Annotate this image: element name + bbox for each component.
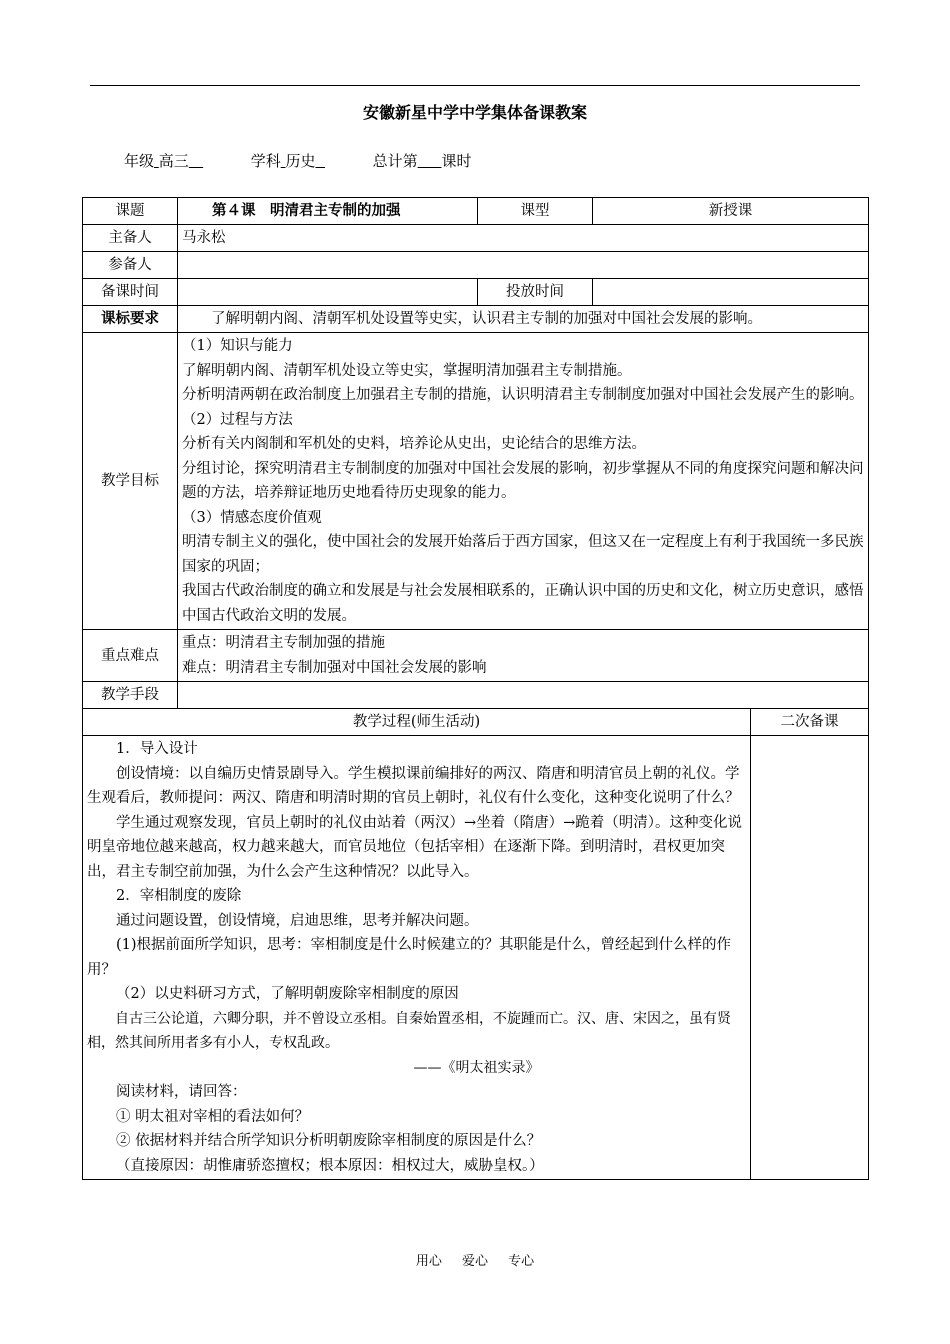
page-footer — [0, 1250, 950, 1269]
goal-line: 我国古代政治制度的确立和发展是与社会发展相联系的，正确认识中国的历史和文化，树立历史意识，感悟中国古代政治文明的发展。 — [182, 583, 864, 624]
grade-label: 年级 — [124, 152, 155, 170]
process-question: (1)根据前面所学知识，思考：宰相制度是什么时候建立的？其职能是什么，曾经起到什么样的作用？ — [87, 937, 732, 978]
topic-value: 第４课 明清君主专制的加强 — [178, 198, 478, 225]
second-prep-cell — [751, 736, 869, 1180]
topic-label: 课题 — [83, 198, 178, 225]
prep-time-label: 备课时间 — [83, 279, 178, 306]
question-item: ② 依据材料并结合所学知识分析明朝废除宰相制度的原因是什么？ — [116, 1133, 542, 1149]
goal-line: 分析有关内阁制和军机处的史料，培养论从史出，史论结合的思维方法。 — [182, 436, 646, 452]
meta-line — [124, 150, 471, 171]
grade-value: 高三 — [158, 152, 189, 170]
goal-line: 明清专制主义的强化，使中国社会的发展开始落后于西方国家，但这又在一定程度上有利于我国统一多民族国家的巩固； — [182, 534, 864, 575]
process-paragraph: （2）以史料研习方式，了解明朝废除宰相制度的原因 — [116, 986, 459, 1002]
lead-value: 马永松 — [178, 225, 869, 252]
goals-label: 教学目标 — [83, 333, 178, 630]
goal-heading-3: （3）情感态度价值观 — [182, 509, 322, 526]
footer-text: 用心 — [415, 1254, 442, 1269]
header-rule — [90, 85, 860, 86]
prep-time-value — [178, 279, 478, 306]
total-label: 总计第 — [372, 152, 418, 170]
total-suffix: 课时 — [441, 152, 472, 170]
key-label: 重点难点 — [83, 630, 178, 682]
document-title: 安徽新星中学中学集体备课教案 — [362, 103, 587, 122]
goal-line: 了解明朝内阁、清朝军机处设立等史实，掌握明清加强君主专制措施。 — [182, 362, 632, 379]
type-value: 新授课 — [593, 198, 869, 225]
goal-line: 分组讨论，探究明清君主专制制度的加强对中国社会发展的影响，初步掌握从不同的角度探究问题和解决问题的方法，培养辩证地历史地看待历史现象的能力。 — [182, 460, 864, 501]
key-point: 重点：明清君主专制加强的措施 — [182, 635, 385, 651]
key-content — [178, 630, 869, 682]
goal-heading-1: （1）知识与能力 — [182, 338, 293, 354]
goal-line: 分析明清两朝在政治制度上加强君主专制的措施，认识明清君主专制制度加强对中国社会发展产生的影响。 — [182, 387, 864, 403]
co-label: 参备人 — [83, 252, 178, 279]
deliver-time-value — [593, 279, 869, 306]
deliver-time-label: 投放时间 — [478, 279, 593, 306]
standard-label: 课标要求 — [83, 306, 178, 333]
answer-note: （直接原因：胡惟庸骄恣擅权；根本原因：相权过大，威胁皇权。） — [116, 1157, 544, 1174]
process-paragraph: 创设情境：以自编历史情景剧导入。学生模拟课前编排好的两汉、隋唐和明清官员上朝的礼仪。学生观看后，教师提问：两汉、隋唐和明清时期的官员上朝时，礼仪有什么变化，这种变化说明了什么？ — [87, 765, 740, 806]
means-label: 教学手段 — [83, 682, 178, 709]
process-paragraph: 通过问题设置，创设情境，启迪思维，思考并解决问题。 — [116, 912, 479, 929]
lesson-plan-table — [82, 197, 869, 1180]
quote-source: ——《明太祖实录》 — [413, 1059, 540, 1076]
type-label: 课型 — [478, 198, 593, 225]
lead-label: 主备人 — [83, 225, 178, 252]
subject-value: 历史 — [285, 152, 316, 170]
subject-label: 学科 — [250, 152, 281, 170]
process-content — [83, 736, 751, 1180]
process-heading-1: 1．导入设计 — [116, 741, 198, 757]
means-value — [178, 682, 869, 709]
second-prep-label: 二次备课 — [751, 709, 869, 736]
difficult-point: 难点：明清君主专制加强对中国社会发展的影响 — [182, 659, 487, 676]
footer-text: 爱心 — [461, 1254, 488, 1269]
process-paragraph: 阅读材料，请回答： — [116, 1084, 247, 1100]
historical-quote: 自古三公论道，六卿分职，并不曾设立丞相。自秦始置丞相，不旋踵而亡。汉、唐、宋因之，虽有贤相，然其间所用者多有小人，专权乱政。 — [87, 1010, 731, 1051]
process-label: 教学过程(师生活动) — [83, 709, 751, 736]
co-value — [178, 252, 869, 279]
process-heading-2: 2．宰相制度的废除 — [116, 888, 242, 904]
goals-content — [178, 333, 869, 630]
question-item: ① 明太祖对宰相的看法如何？ — [116, 1108, 310, 1125]
footer-text: 专心 — [508, 1254, 535, 1269]
standard-value: 了解明朝内阁、清朝军机处设置等史实，认识君主专制的加强对中国社会发展的影响。 — [178, 306, 869, 333]
process-paragraph: 学生通过观察发现，官员上朝时的礼仪由站着（两汉）→坐着（隋唐）→跪着（明清）。这种变化说明皇帝地位越来越高，权力越来越大，而官员地位（包括宰相）在逐渐下降。到明清时，君权更加突出，君主专制空前加强，为什么会产生这种情况？以此导入。 — [87, 814, 743, 880]
goal-heading-2: （2）过程与方法 — [182, 411, 293, 428]
total-blank — [418, 152, 442, 170]
